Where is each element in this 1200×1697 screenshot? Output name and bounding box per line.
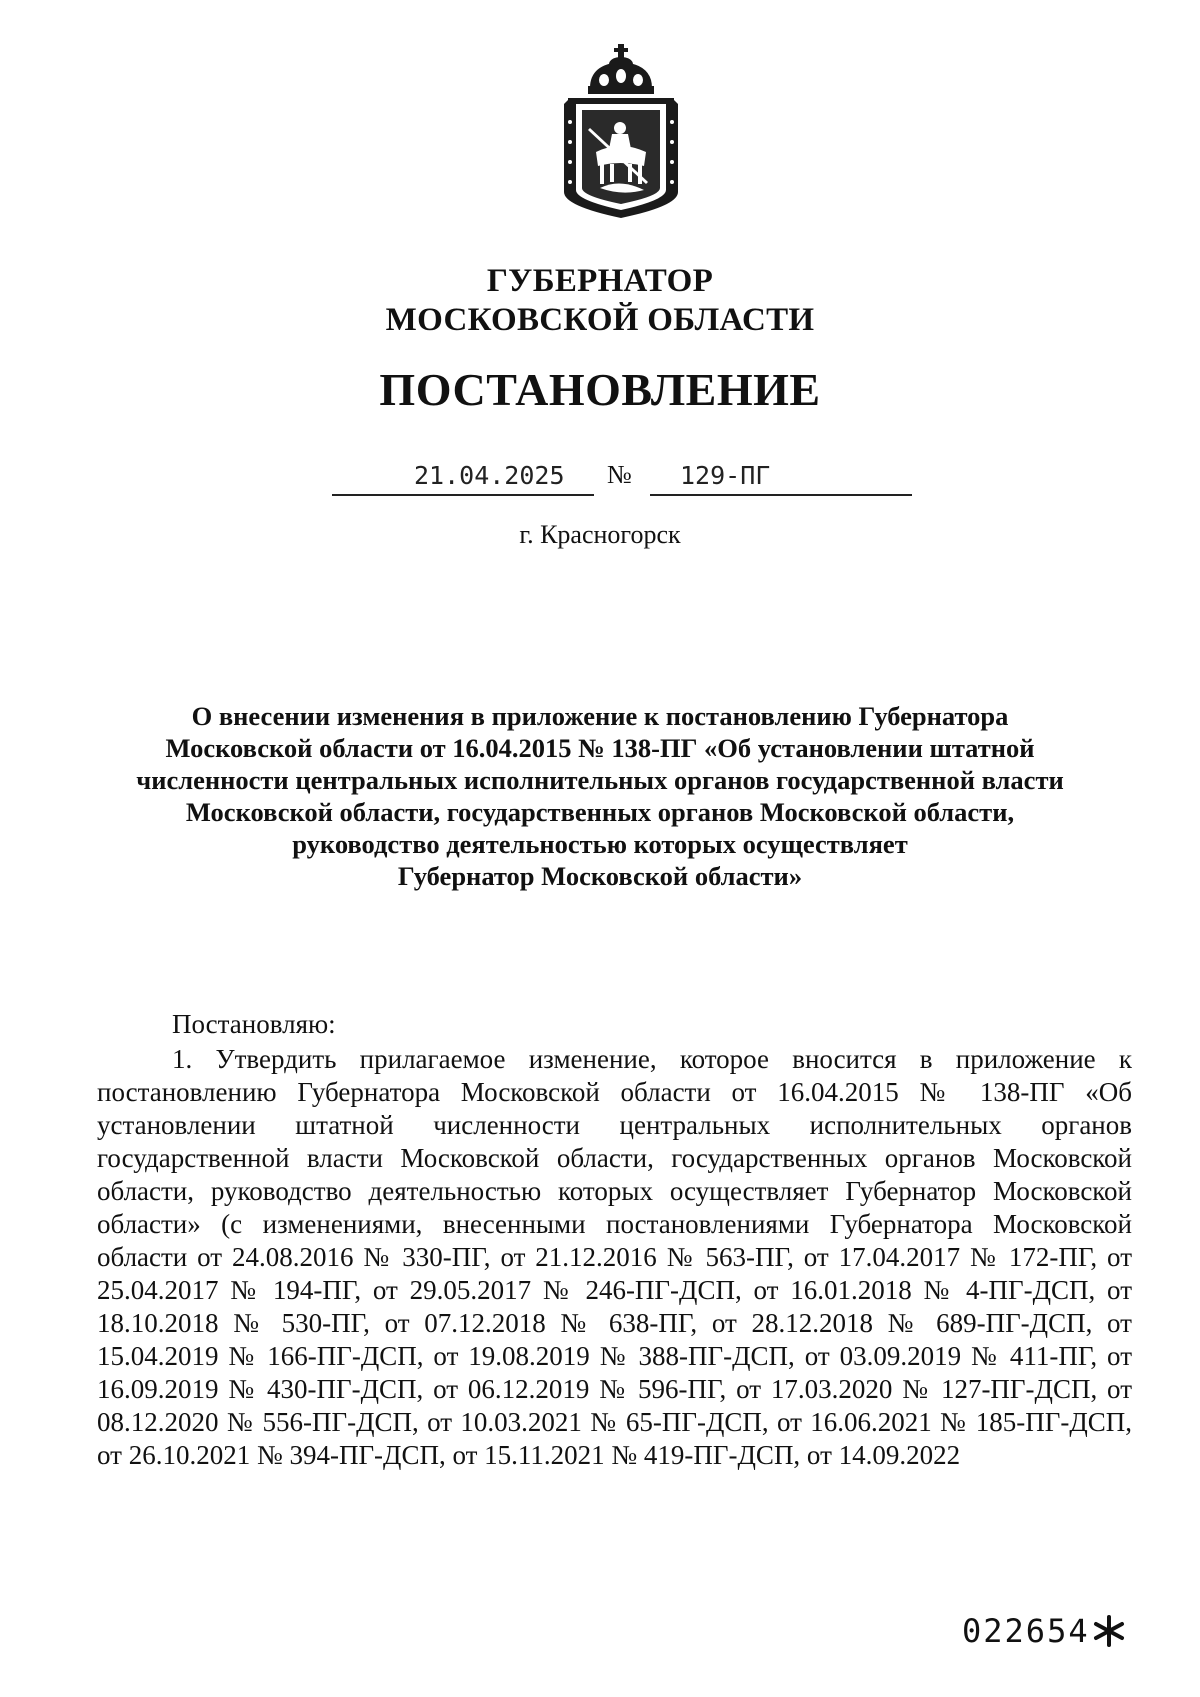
subject-line: Московской области, государственных органов Московской области, bbox=[185, 797, 1015, 827]
registration-line bbox=[332, 458, 912, 498]
document-subject bbox=[0, 700, 1200, 892]
document-number: 129-ПГ bbox=[680, 461, 771, 490]
authority-line-2: МОСКОВСКОЙ ОБЛАСТИ bbox=[385, 302, 815, 338]
subject-line: руководство деятельностью которых осуществляет bbox=[292, 829, 908, 859]
subject-line: Губернатор Московской области» bbox=[397, 861, 803, 891]
blank-serial-number: 022654 bbox=[962, 1612, 1090, 1650]
issuing-authority bbox=[0, 262, 1200, 340]
date-field bbox=[332, 458, 594, 496]
subject-line: численности центральных исполнительных органов государственной власти bbox=[136, 765, 1064, 795]
coat-of-arms-icon bbox=[560, 42, 682, 220]
city-of-issue: г. Красногорск bbox=[519, 520, 681, 549]
subject-line: Московской области от 16.04.2015 № 138-ПГ «Об установлении штатной bbox=[165, 733, 1035, 763]
resolution-item-1: 1. Утвердить прилагаемое изменение, которое вносится в приложение к постановлению Губернатора Московской области от 16.04.2015 № 138-ПГ «Об установлении штатной численности центральных исполнительных органов государственной власти Московской области, государственных органов Московской области, руководство деятельностью которых осуществляет Губернатор Московской области» (с изменениями, внесенными постановлениями Губернатора Московской области от 24.08.2016 № 330-ПГ, от 21.12.2016 № 563-ПГ, от 17.04.2017 № 172-ПГ, от 25.04.2017 № 194-ПГ, от 29.05.2017 № 246-ПГ-ДСП, от 16.01.2018 № 4-ПГ-ДСП, от 18.10.2018 № 530-ПГ, от 07.12.2018 № 638-ПГ, от 28.12.2018 № 689-ПГ-ДСП, от 15.04.2019 № 166-ПГ-ДСП, от 19.08.2019 № 388-ПГ-ДСП, от 03.09.2019 № 411-ПГ, от 16.09.2019 № 430-ПГ-ДСП, от 06.12.2019 № 596-ПГ, от 17.03.2020 № 127-ПГ-ДСП, от 08.12.2020 № 556-ПГ-ДСП, от 10.03.2021 № 65-ПГ-ДСП, от 16.06.2021 № 185-ПГ-ДСП, от 26.10.2021 № 394-ПГ-ДСП, от 15.11.2021 № 419-ПГ-ДСП, от 14.09.2022 bbox=[97, 1044, 1132, 1470]
authority-line-1: ГУБЕРНАТОР bbox=[486, 263, 714, 299]
subject-line: О внесении изменения в приложение к постановлению Губернатора bbox=[191, 701, 1009, 731]
resolution-lead: Постановляю: bbox=[172, 1009, 336, 1039]
number-sign: № bbox=[607, 460, 632, 489]
document-date: 21.04.2025 bbox=[414, 461, 565, 490]
asterisk-icon bbox=[1092, 1614, 1126, 1648]
number-field bbox=[650, 458, 912, 496]
document-type-title: ПОСТАНОВЛЕНИЕ bbox=[379, 364, 821, 415]
document-body bbox=[97, 1008, 1132, 1472]
